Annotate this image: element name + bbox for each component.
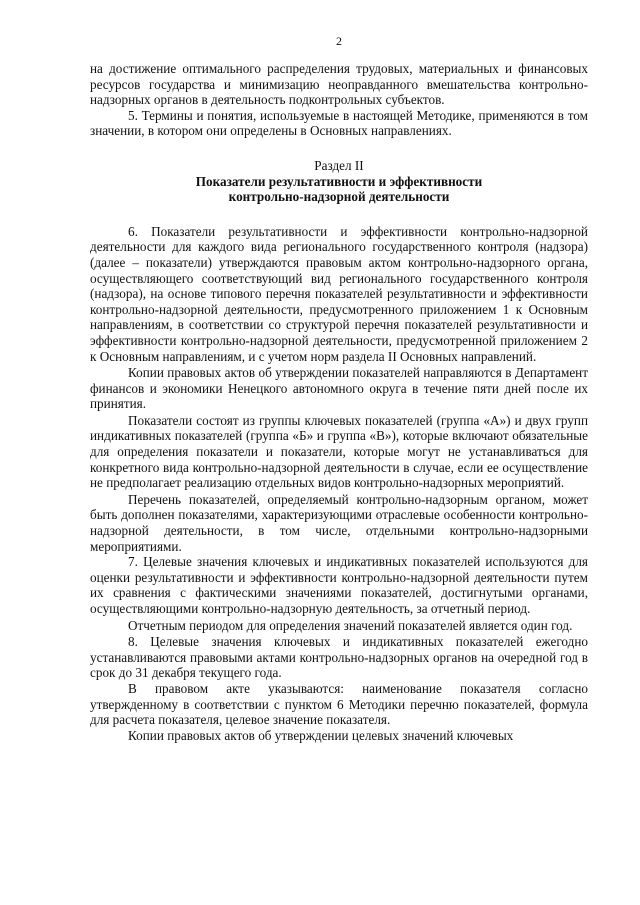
section-title-line-1: Показатели результативности и эффективности (195, 173, 483, 189)
paragraph-indicator-groups: Показатели состоят из группы ключевых показателей (группа «А») и двух групп индикативных показателей (группа «Б» и группа «В»), которые включают обязательные для определения показатели и показатели, которые могут не устанавливаться для конкретного вида контрольно-надзорной деятельности в случае, если ее осуществление не предполагает реализацию отдельных видов контрольно-надзорных мероприятий. (90, 412, 588, 491)
page-number: 2 (336, 34, 342, 48)
paragraph-copies-indicators: Копии правовых актов об утверждении показателей направляются в Департамент финансов и экономики Ненецкого автономного округа в течение пяти дней после их принятия. (90, 365, 588, 412)
paragraph-7: 7. Целевые значения ключевых и индикативных показателей используются для оценки результативности и эффективности контрольно-надзорной деятельности путем их сравнения с фактическими значениями показателей, достигнутыми органами, осуществляющими контрольно-надзорную деятельность, за отчетный период. (90, 554, 588, 616)
section-title-line-2: контрольно-надзорной деятельности (228, 189, 450, 205)
paragraph-indicator-list: Перечень показателей, определяемый контрольно-надзорным органом, может быть дополнен показателями, характеризующими отраслевые особенности контрольно-надзорной деятельности, в том числе, отдельными контрольно-надзорными мероприятиями. (90, 491, 588, 554)
paragraph-legal-act-contents: В правовом акте указываются: наименование показателя согласно утвержденному в соответствии с пунктом 6 Методики перечню показателей, формула для расчета показателя, целевое значение показателя. (90, 680, 588, 728)
paragraph-5: 5. Термины и понятия, используемые в настоящей Методике, применяются в том значении, в котором они определены в Основных направлениях. (90, 107, 588, 139)
document-page (90, 34, 588, 743)
section-title (90, 174, 588, 205)
paragraph-copies-targets: Копии правовых актов об утверждении целевых значений ключевых (128, 727, 514, 743)
paragraph-reporting-period: Отчетным периодом для определения значений показателей является один год. (128, 617, 573, 633)
section-label: Раздел II (314, 157, 364, 173)
paragraph-6: 6. Показатели результативности и эффективности контрольно-надзорной деятельности для каждого вида регионального государственного контроля (надзора) (далее – показатели) утверждаются правовым актом контрольно-надзорного органа, осуществляющего соответствующий вид регионального государственного контроля (надзора), на основе типового перечня показателей результативности и эффективности контрольно-надзорной деятельности, предусмотренного приложением 1 к Основным направлениям, в соответствии со структурой перечня показателей результативности и эффективности контрольно-надзорной деятельности, предусмотренной приложением 2 к Основным направлениям, и с учетом норм раздела II Основных направлений. (90, 223, 588, 364)
paragraph-continuation: на достижение оптимального распределения трудовых, материальных и финансовых ресурсов государства и минимизацию неоправданного вмешательства контрольно-надзорных органов в деятельность подконтрольных субъектов. (90, 61, 588, 108)
paragraph-8: 8. Целевые значения ключевых и индикативных показателей ежегодно устанавливаются правовыми актами контрольно-надзорных органов на очередной год в срок до 31 декабря текущего года. (90, 634, 588, 681)
